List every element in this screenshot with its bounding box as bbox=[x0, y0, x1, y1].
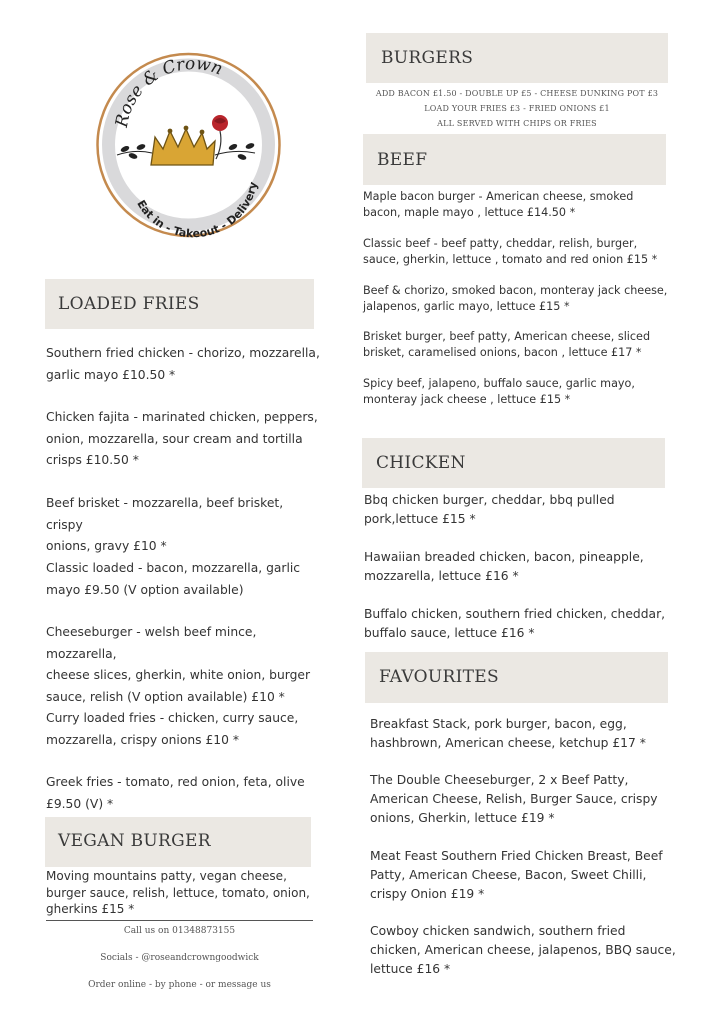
vegan-burger-title: VEGAN BURGER bbox=[58, 831, 211, 851]
menu-item: Buffalo chicken, southern fried chicken, cheddar, buffalo sauce, lettuce £16 * bbox=[364, 607, 666, 640]
rose-and-crown-logo bbox=[95, 33, 282, 258]
menu-item: Cheeseburger - welsh beef mince, mozzarella, cheese slices, gherkin, white onion, burger sauce, relish (V option available) £10 * bbox=[46, 625, 311, 704]
menu-item: Classic beef - beef patty, cheddar, relish, burger, sauce, gherkin, lettuce , tomato and red onion £15 * bbox=[363, 237, 658, 266]
burgers-title: BURGERS bbox=[381, 48, 474, 68]
menu-item: Greek fries - tomato, red onion, feta, olive £9.50 (V) * bbox=[46, 775, 305, 811]
footer-divider bbox=[46, 920, 313, 921]
menu-item: The Double Cheeseburger, 2 x Beef Patty, American Cheese, Relish, Burger Sauce, crispy onions, Gherkin, lettuce £19 * bbox=[370, 773, 658, 825]
menu-item: Classic loaded - bacon, mozzarella, garlic mayo £9.50 (V option available) bbox=[46, 561, 301, 597]
favourites-title: FAVOURITES bbox=[379, 667, 499, 687]
burgers-notes: ADD BACON £1.50 - DOUBLE UP £5 - CHEESE DUNKING POT £3 LOAD YOUR FRIES £3 - FRIED ONIONS £1 ALL SERVED WITH CHIPS OR FRIES bbox=[375, 89, 659, 128]
menu-item: Breakfast Stack, pork burger, bacon, egg, hashbrown, American cheese, ketchup £17 * bbox=[370, 717, 646, 750]
menu-item: Curry loaded fries - chicken, curry sauce, mozzarella, crispy onions £10 * bbox=[46, 711, 299, 747]
contact-order: Order online - by phone - or message us bbox=[88, 980, 271, 990]
contact-socials: Socials - @roseandcrowngoodwick bbox=[100, 953, 259, 963]
menu-item: Bbq chicken burger, cheddar, bbq pulled pork,lettuce £15 * bbox=[364, 493, 615, 526]
menu-item: Moving mountains patty, vegan cheese, burger sauce, relish, lettuce, tomato, onion, gherkins £15 * bbox=[46, 869, 310, 916]
logo-tagline: Eat in - Takeout - Delivery bbox=[134, 180, 260, 241]
menu-item: Beef brisket - mozzarella, beef brisket, crispy onions, gravy £10 * bbox=[46, 496, 284, 553]
menu-item: Beef & chorizo, smoked bacon, monteray jack cheese, jalapenos, garlic mayo, lettuce £15 * bbox=[363, 284, 668, 313]
loaded-fries-title: LOADED FRIES bbox=[58, 294, 200, 314]
menu-item: Meat Feast Southern Fried Chicken Breast, Beef Patty, American Cheese, Bacon, Sweet Chilli, crispy Onion £19 * bbox=[370, 849, 663, 901]
contact-phone: Call us on 01348873155 bbox=[123, 926, 236, 936]
menu-item: Cowboy chicken sandwich, southern fried chicken, American cheese, jalapenos, BBQ sauce, lettuce £16 * bbox=[370, 924, 676, 976]
beef-title: BEEF bbox=[377, 150, 428, 170]
menu-item: Brisket burger, beef patty, American cheese, sliced brisket, caramelised onions, bacon , lettuce £17 * bbox=[363, 330, 651, 359]
logo-name: Rose & Crown bbox=[112, 53, 226, 129]
menu-item: Spicy beef, jalapeno, buffalo sauce, garlic mayo, monteray jack cheese , lettuce £15 * bbox=[363, 377, 635, 406]
menu-item: Maple bacon burger - American cheese, smoked bacon, maple mayo , lettuce £14.50 * bbox=[363, 190, 634, 219]
menu-item: Southern fried chicken - chorizo, mozzarella, garlic mayo £10.50 * bbox=[46, 346, 320, 382]
menu-item: Hawaiian breaded chicken, bacon, pineapple, mozzarella, lettuce £16 * bbox=[364, 550, 644, 583]
chicken-title: CHICKEN bbox=[376, 453, 466, 473]
menu-item: Chicken fajita - marinated chicken, peppers, onion, mozzarella, sour cream and tortilla crisps £10.50 * bbox=[46, 410, 318, 467]
